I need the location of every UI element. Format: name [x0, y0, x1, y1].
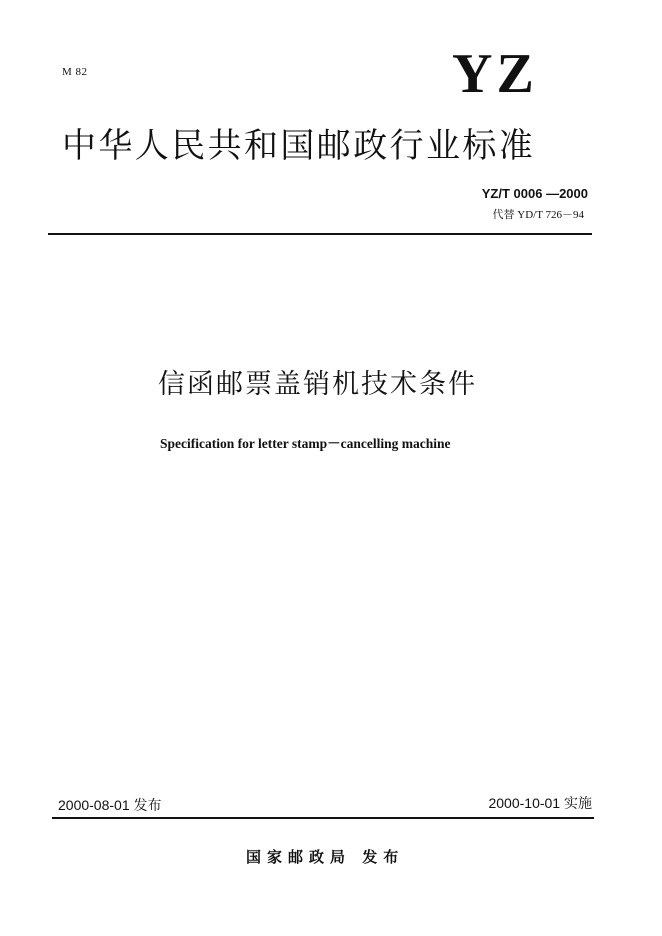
- implementation-date: 2000-10-01 实施: [488, 795, 592, 811]
- standard-category-title: 中华人民共和国邮政行业标准: [62, 126, 536, 166]
- document-title-english: Specification for letter stamp－cancelling machine: [160, 436, 451, 451]
- footer-divider: [52, 817, 594, 819]
- publisher: 国家邮政局 发布: [246, 848, 405, 866]
- classification-code: M 82: [62, 66, 88, 78]
- document-title-chinese: 信函邮票盖销机技术条件: [158, 369, 477, 400]
- standard-number: YZ/T 0006 —2000: [481, 186, 588, 201]
- replaces-standard: 代替 YD/T 726－94: [492, 209, 584, 221]
- standard-logo: YZ: [452, 43, 538, 105]
- header-divider: [48, 233, 592, 235]
- issue-date: 2000-08-01 发布: [58, 797, 162, 813]
